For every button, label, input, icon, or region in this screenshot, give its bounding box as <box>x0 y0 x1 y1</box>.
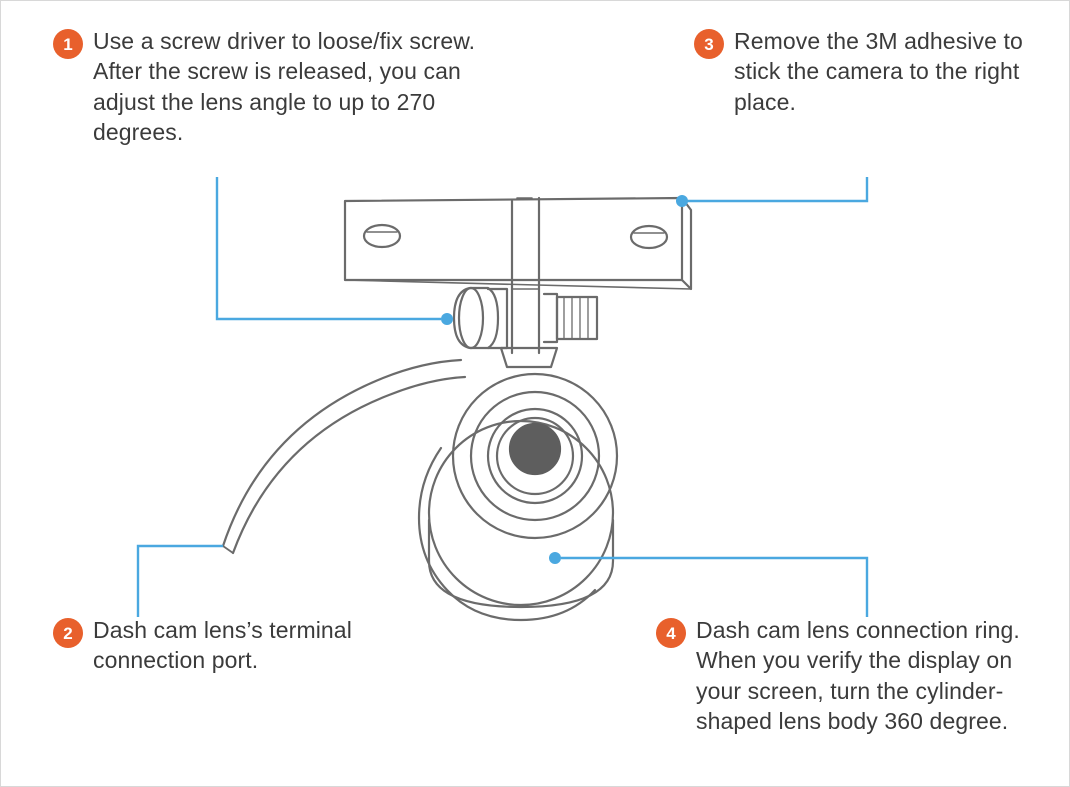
leader-line-1 <box>217 177 441 319</box>
mounting-bracket <box>345 198 691 289</box>
callout-text-1: Use a screw driver to loose/fix screw. After the screw is released, you can adjust the lens angle to up to 270 degrees. <box>93 28 476 146</box>
adjustment-screw <box>454 288 507 348</box>
leader-dot-1 <box>441 313 453 325</box>
adjustment-arm <box>512 198 539 353</box>
callout-badge-3: 3 <box>694 29 724 59</box>
callout-3 <box>694 26 1059 117</box>
leader-line-4 <box>561 558 867 617</box>
callout-4 <box>656 615 1056 736</box>
threaded-stud <box>544 294 597 342</box>
callout-2 <box>53 615 453 676</box>
clamp-block <box>501 348 557 367</box>
callout-badge-1: 1 <box>53 29 83 59</box>
callout-badge-2: 2 <box>53 618 83 648</box>
leader-dot-4 <box>549 552 561 564</box>
leader-line-3 <box>687 177 867 201</box>
leader-lines <box>138 177 867 617</box>
callout-badge-4: 4 <box>656 618 686 648</box>
callout-1 <box>53 26 483 147</box>
leader-dot-3 <box>676 195 688 207</box>
callout-text-2: Dash cam lens’s terminal connection port. <box>93 617 352 674</box>
callout-text-4: Dash cam lens connection ring. When you verify the display on your screen, turn the cylinder-shaped lens body 360 degree. <box>696 617 1020 735</box>
lens-glass <box>510 424 560 474</box>
callout-text-3: Remove the 3M adhesive to stick the camera to the right place. <box>734 28 1023 115</box>
leader-line-2 <box>138 546 223 617</box>
